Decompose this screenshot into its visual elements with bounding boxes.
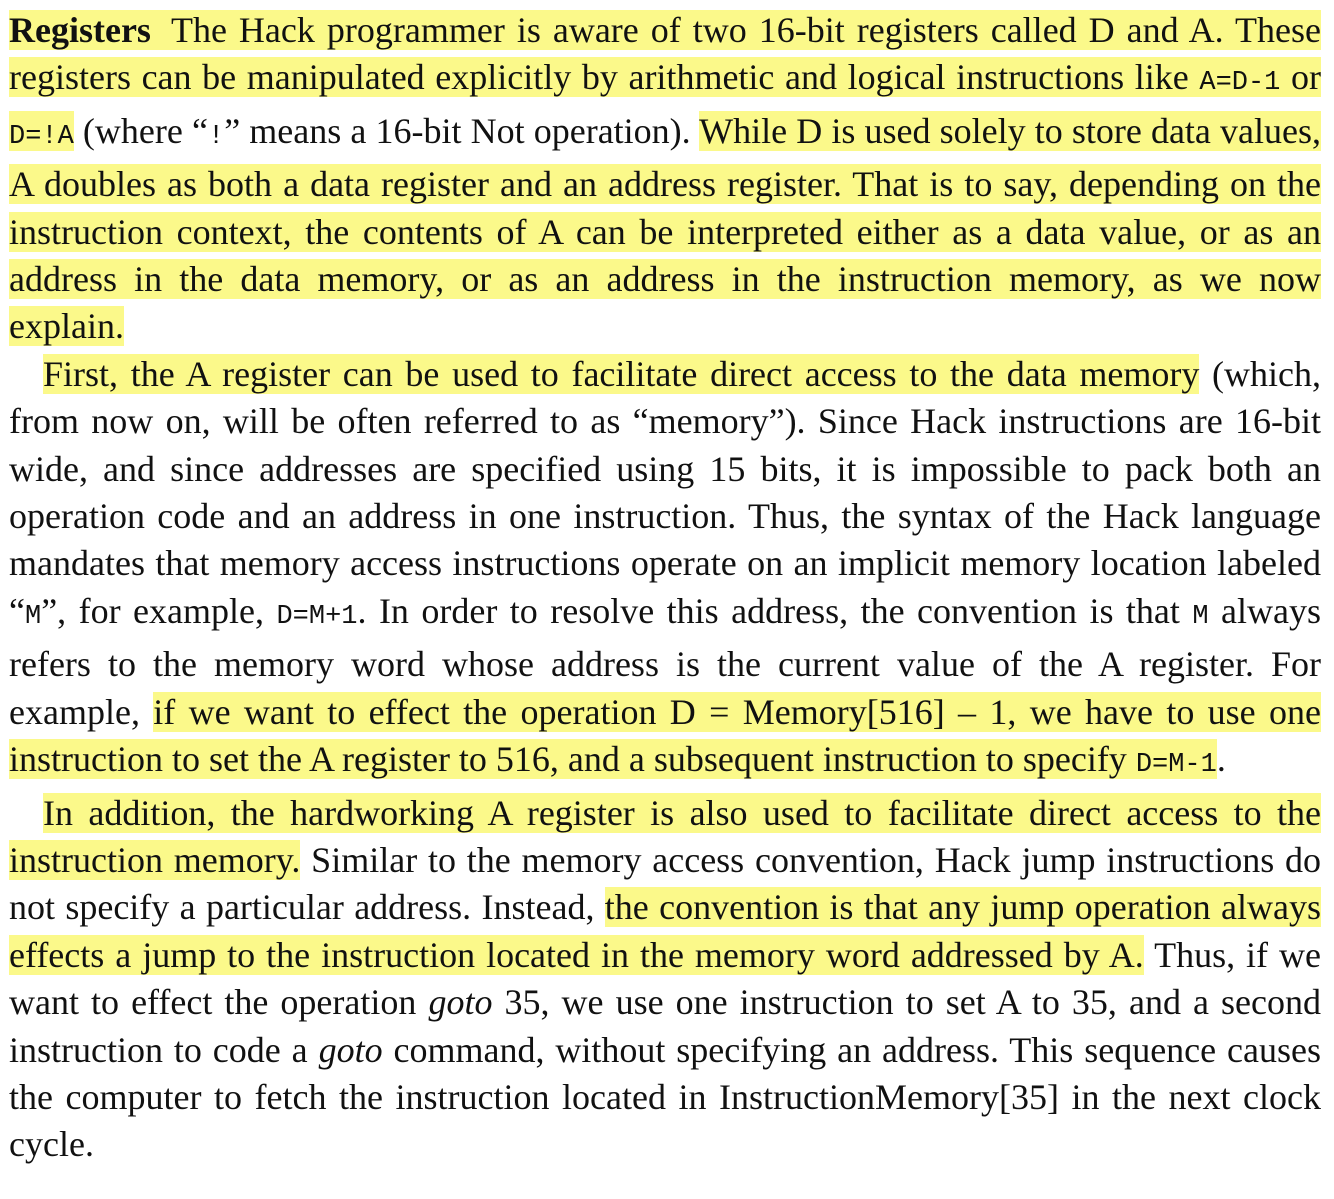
code-inline: D=M+1 <box>276 601 358 632</box>
paragraph-instruction-memory: In addition, the hardworking A register is also used to facilitate direct access to the instruction memory. Similar to the memory access convention, Hack jump instructions do not specify a particular address. Instead, the convention is that any jump operation always effects a jump to the instruction located in the memory word addressed by A. Thus, if we want to effect the operation goto 35, we use one instruction to set A to 35, and a second instruction to code a goto command, without specifying an address. This sequence causes the computer to fetch the instruction located in InstructionMemory[35] in the next clock cycle. <box>9 792 1322 1165</box>
code-inline: M <box>1192 601 1209 632</box>
italic-term: goto <box>428 982 493 1023</box>
paragraph-data-memory: First, the A register can be used to facilitate direct access to the data memory (which, from now on, will be often referred to as “memory”). Since Hack instructions are 16-bit wide, and since addresses are specified using 15 bits, it is impossible to pack both an operation code and an address in one instruction. Thus, the syntax of the Hack language mandates that memory access instructions operate on an implicit memory location labeled “M”, for example, D=M+1. In order to resolve this address, the convention is that M always refers to the memory word whose address is the current value of the A register. For example, if we want to effect the operation D = Memory[516] – 1, we have to use one instruction to set the A register to 516, and a subsequent instruction to specify D=M-1. <box>9 353 1322 781</box>
code-inline: D=M-1 <box>1135 750 1217 781</box>
paragraph-registers: Registers The Hack programmer is aware of two 16-bit registers called D and A. These registers can be manipulated explicitly by arithmetic and logical instructions like A=D-1 or D=!A (where “!” means a 16-bit Not operation). While D is used solely to store data values, A doubles as both a data register and an address register. That is to say, depending on the instruction context, the contents of A can be interpreted either as a data value, or as an address in the data memory, or as an address in the instruction memory, as we now explain. <box>9 10 1321 347</box>
code-inline: M <box>24 601 42 632</box>
code-inline: A=D-1 <box>1199 68 1281 99</box>
highlight: In addition, the hardworking A register is also used to facilitate direct access to the instruction memory. <box>9 792 1321 880</box>
code-inline: D=!A <box>9 121 74 152</box>
run-in-heading: Registers The Hack programmer is aware of two 16-bit registers called D and A. These registers can be manipulated explicitly by arithmetic and logical instructions like A=D-1 or D=!A <box>9 10 1321 152</box>
highlight: First, the A register can be used to facilitate direct access to the data memory <box>43 353 1200 394</box>
highlight: the convention is that any jump operation always effects a jump to the instruction located in the memory word addressed by A. <box>9 887 1321 975</box>
highlight: if we want to effect the operation D = Memory[516] – 1, we have to use one instruction to set the A register to 516, and a subsequent instruction to specify D=M-1 <box>9 691 1321 781</box>
code-inline: ! <box>207 121 225 152</box>
highlight: While D is used solely to store data values, A doubles as both a data register and an address register. That is to say, depending on the instruction context, the contents of A can be interpreted either as a data value, or as an address in the data memory, or as an address in the instruction memory, as we now explain. <box>9 110 1321 347</box>
italic-term: goto <box>318 1029 383 1070</box>
